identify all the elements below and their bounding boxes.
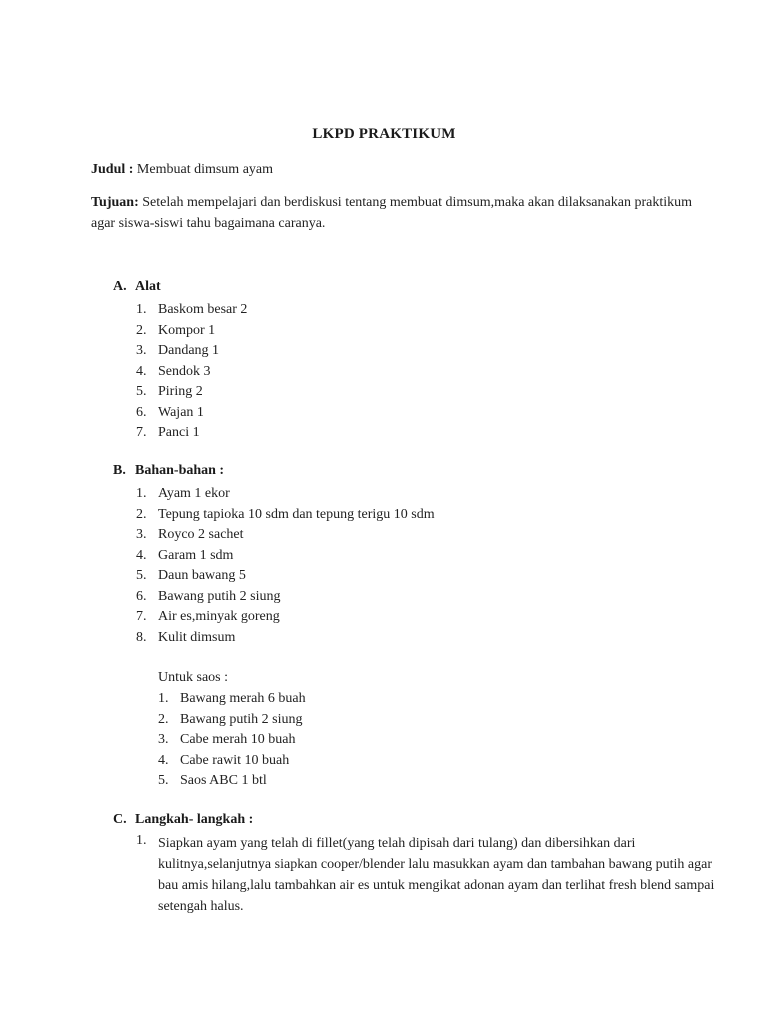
list-item: 1. Ayam 1 ekor: [136, 486, 230, 501]
list-item: 4. Cabe rawit 10 buah: [158, 752, 290, 768]
list-item: 2. Kompor 1: [136, 322, 216, 338]
section-a-letter: A.: [113, 279, 127, 294]
list-item: 5. Daun bawang 5: [136, 568, 246, 583]
section-c-title: Langkah- langkah :: [135, 812, 254, 827]
section-b-letter: B.: [113, 463, 126, 478]
section-a-heading: [113, 279, 161, 295]
step-number: 1.: [136, 833, 147, 848]
judul-separator: :: [125, 162, 137, 177]
tujuan-value: Setelah mempelajari dan berdiskusi tentang membuat dimsum,maka akan dilaksanakan praktikum agar siswa-siswi tahu bagaimana caranya.: [91, 195, 692, 231]
list-item: 3. Dandang 1: [136, 343, 220, 358]
list-item: 2. Tepung tapioka 10 sdm dan tepung terigu 10 sdm: [136, 506, 435, 522]
list-item: 3. Cabe merah 10 buah: [158, 732, 296, 747]
langkah-step: [136, 833, 716, 917]
list-item: 1. Bawang merah 6 buah: [158, 691, 306, 706]
judul-value: Membuat dimsum ayam: [136, 162, 274, 177]
step-text: Siapkan ayam yang telah di fillet(yang telah dipisah dari tulang) dan dibersihkan dari kulitnya,selanjutnya siapkan cooper/blender lalu masukkan ayam dan tambahan bawang putih agar bau amis hilang,lalu tambahkan air es untuk mengikat adonan ayam dan terlihat fresh blend sampai setengah halus.: [158, 836, 715, 914]
list-item: 7. Panci 1: [136, 425, 200, 440]
list-item: 7. Air es,minyak goreng: [136, 609, 280, 624]
section-b-title: Bahan-bahan :: [135, 463, 225, 478]
list-item: 6. Wajan 1: [136, 404, 204, 420]
list-item: 3. Royco 2 sachet: [136, 527, 244, 542]
list-item: 8. Kulit dimsum: [136, 629, 236, 645]
document-title: LKPD PRAKTIKUM: [312, 126, 456, 142]
tujuan-label: Tujuan:: [91, 195, 139, 210]
bahan-list: [136, 484, 435, 648]
section-a-title: Alat: [135, 279, 161, 294]
list-item: 4. Garam 1 sdm: [136, 547, 234, 563]
list-item: 2. Bawang putih 2 siung: [158, 711, 303, 727]
alat-list: [136, 300, 247, 444]
list-item: 5. Saos ABC 1 btl: [158, 773, 267, 788]
tujuan-paragraph: [91, 193, 708, 234]
list-item: 4. Sendok 3: [136, 363, 211, 379]
list-item: 5. Piring 2: [136, 384, 203, 399]
saos-list: [158, 689, 306, 792]
judul-label: Judul: [91, 162, 126, 177]
saos-label: Untuk saos :: [158, 670, 228, 685]
section-c-letter: C.: [113, 812, 127, 827]
judul-line: [91, 160, 708, 181]
section-c-heading: [113, 812, 253, 828]
section-b-heading: [113, 463, 224, 479]
list-item: 1. Baskom besar 2: [136, 302, 248, 317]
list-item: 6. Bawang putih 2 siung: [136, 588, 281, 604]
